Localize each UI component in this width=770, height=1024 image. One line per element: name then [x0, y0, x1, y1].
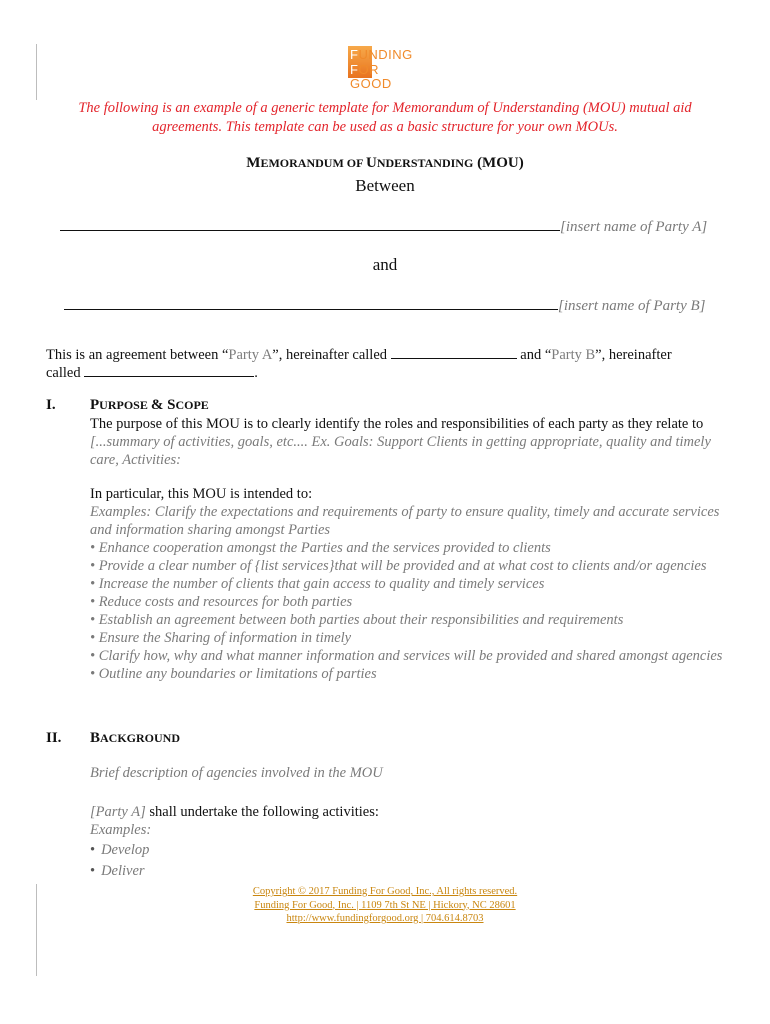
footer-address-link[interactable]: Funding For Good, Inc. | 1109 7th St NE | Hickory, NC 28601 [254, 899, 516, 911]
page-margin-line-top [36, 44, 37, 100]
logo-line-1: FUNDING [350, 47, 413, 62]
list-item: • Provide a clear number of {list services}that will be provided and at what cost to clients and/or agencies [90, 558, 707, 574]
logo-line-2: FOR GOOD [350, 62, 392, 91]
between-label: Between [355, 176, 415, 195]
section-2-number: II. [46, 730, 62, 746]
agreement-paragraph: This is an agreement between “Party A”, hereinafter called and “Party B”, hereinafter called . [46, 347, 672, 381]
document-title: MEMORANDUM OF UNDERSTANDING (MOU) [246, 155, 524, 171]
section-1-body [90, 415, 730, 683]
party-a-blank[interactable] [60, 218, 560, 231]
and-label: and [372, 255, 398, 274]
party-b-called-blank[interactable] [84, 364, 254, 377]
section-2-title: BACKGROUND [90, 730, 181, 746]
in-particular-line: In particular, this MOU is intended to: [90, 486, 313, 502]
section-2-activities [90, 803, 730, 880]
list-item: • Reduce costs and resources for both parties [90, 594, 353, 610]
party-a-called-blank[interactable] [391, 346, 517, 359]
intro-note: The following is an example of a generic template for Memorandum of Understanding (MOU) mutual aid agreements. This template can be used as a basic structure for your own MOUs. [78, 100, 692, 135]
list-item: • Ensure the Sharing of information in timely [90, 630, 352, 646]
list-item: • Increase the number of clients that gain access to quality and timely services [90, 576, 545, 592]
purpose-bullet-list [90, 539, 730, 683]
examples-label: Examples: [90, 822, 152, 838]
list-item: • Develop [90, 842, 150, 858]
list-item: • Outline any boundaries or limitations of parties [90, 666, 377, 682]
party-b-placeholder: [insert name of Party B] [558, 298, 706, 314]
examples-paragraph: Examples: Clarify the expectations and requirements of party to ensure quality, timely and accurate services and information sharing amongst Parties [90, 504, 720, 538]
party-a-line [60, 218, 707, 236]
page-footer [0, 885, 770, 926]
funding-for-good-logo [348, 46, 424, 91]
party-b-line [64, 297, 706, 315]
section-1-number: I. [46, 397, 56, 413]
section-1-title: PURPOSE & SCOPE [90, 397, 209, 413]
footer-copyright-link[interactable]: Copyright © 2017 Funding For Good, Inc., All rights reserved. [252, 886, 518, 897]
purpose-paragraph: The purpose of this MOU is to clearly identify the roles and responsibilities of each party as they relate to [...summary of activities, goals, etc.... Ex. Goals: Support Clients in getting appropriate, quality and timely care, Activities: [90, 416, 711, 468]
party-b-blank[interactable] [64, 297, 558, 310]
footer-website-link[interactable]: http://www.fundingforgood.org | 704.614.8703 [286, 913, 484, 924]
party-a-activities-line: [Party A] shall undertake the following activities: [90, 804, 379, 820]
background-description: Brief description of agencies involved in the MOU [90, 765, 383, 781]
list-item: • Deliver [90, 863, 145, 879]
list-item: • Clarify how, why and what manner information and services will be provided and shared amongst agencies [90, 648, 723, 664]
party-a-placeholder: [insert name of Party A] [560, 219, 708, 235]
list-item: • Establish an agreement between both parties about their responsibilities and requirements [90, 612, 624, 628]
list-item: • Enhance cooperation amongst the Parties and the services provided to clients [90, 540, 551, 556]
